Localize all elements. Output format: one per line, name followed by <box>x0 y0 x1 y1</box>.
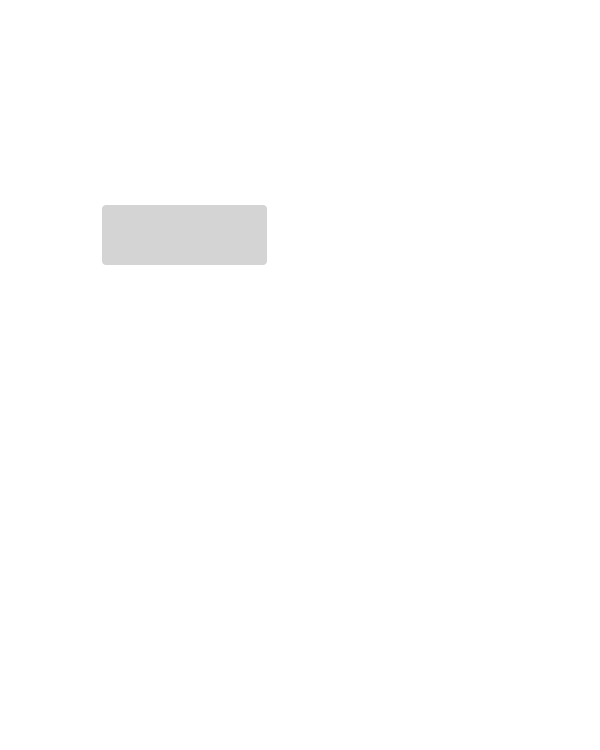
pull-quote <box>102 205 267 265</box>
